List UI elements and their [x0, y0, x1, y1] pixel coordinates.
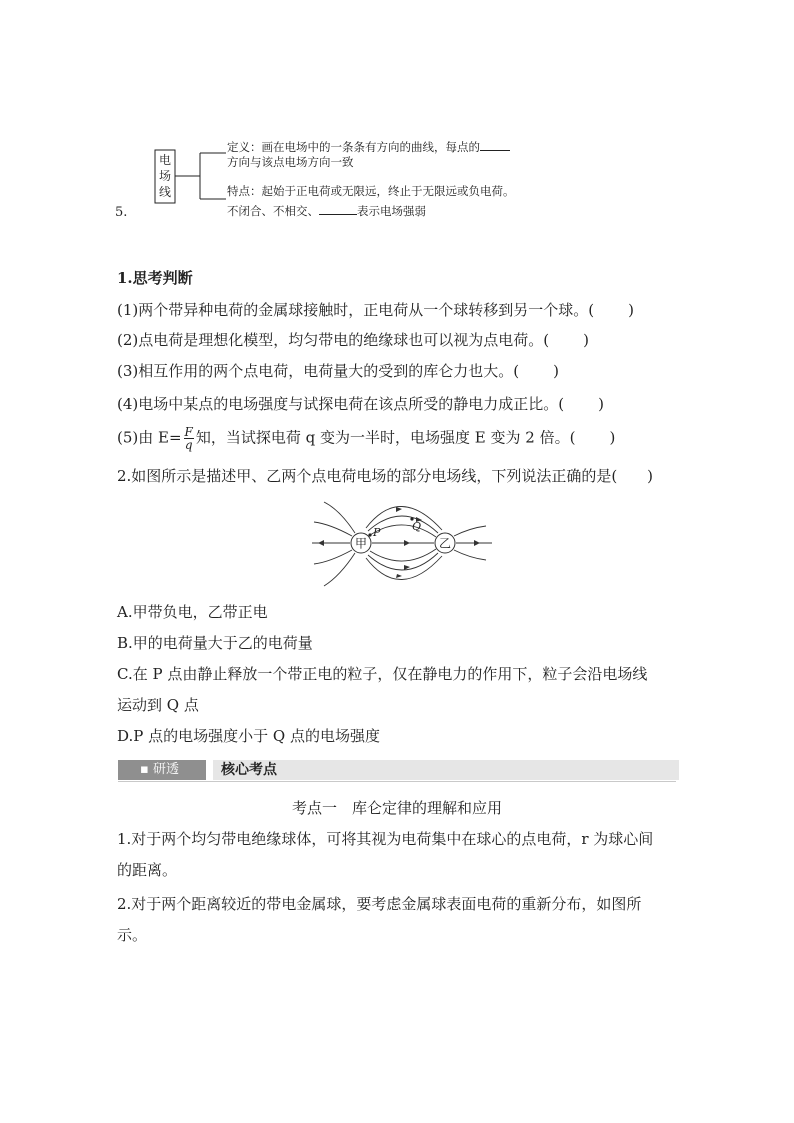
- mindmap-number: 5.: [115, 205, 128, 220]
- option-c-line-1: C.在 P 点由静止释放一个带正电的粒子，仅在静电力的作用下，粒子会沿电场线: [117, 665, 648, 683]
- mindmap-label: 电场线: [158, 153, 171, 199]
- field-lines-figure: [300, 492, 500, 596]
- definition-line-1: 定义：画在电场中的一条条有方向的曲线，每点的: [227, 138, 510, 154]
- judgment-item-5: (5)由 E= $\frac{F}{q}$ 知，当试探电荷 q 变为一半时，电场强度 E 变为 2 倍。( ): [117, 425, 616, 452]
- topic-paragraph-2-line-2: 示。: [117, 926, 148, 944]
- banner-underline: [118, 781, 676, 782]
- feature-line-2: 不闭合、不相交、 表示电场强弱: [227, 204, 426, 218]
- option-c-line-2: 运动到 Q 点: [117, 696, 199, 714]
- question-2-stem: 2.如图所示是描述甲、乙两个点电荷电场的部分电场线，下列说法正确的是( ): [117, 467, 654, 485]
- banner-title: 核心考点: [221, 762, 277, 778]
- point-p-label: P: [373, 526, 381, 539]
- topic-paragraph-1-line-2: 的距离。: [117, 861, 178, 879]
- topic-title: 考点一 库仑定律的理解和应用: [291, 799, 502, 817]
- option-a: A.甲带负电，乙带正电: [117, 603, 268, 621]
- option-b: B.甲的电荷量大于乙的电荷量: [117, 634, 313, 652]
- banner-tag: ▪ 研透: [118, 760, 206, 780]
- section-banner: [118, 760, 676, 780]
- judgment-item-2: (2)点电荷是理想化模型，均匀带电的绝缘球也可以视为点电荷。( ): [117, 331, 589, 349]
- feature-line-1: 特点：起始于正电荷或无限远，终止于无限远或负电荷。: [227, 184, 515, 198]
- definition-line-2: 方向与该点电场方向一致: [227, 155, 354, 169]
- point-p-dot: [368, 533, 371, 536]
- fraction-f-over-q: $\frac{F}{q}$: [184, 425, 193, 452]
- charge-jia-label: 甲: [354, 536, 368, 551]
- point-q-label: Q: [412, 520, 422, 533]
- section-heading-judgment: 1.思考判断: [117, 269, 193, 287]
- topic-paragraph-2-line-1: 2.对于两个距离较近的带电金属球，要考虑金属球表面电荷的重新分布，如图所: [117, 895, 642, 913]
- judgment-item-4: (4)电场中某点的电场强度与试探电荷在该点所受的静电力成正比。( ): [117, 395, 604, 413]
- judgment-item-1: (1)两个带异种电荷的金属球接触时，正电荷从一个球转移到另一个球。( ): [117, 301, 634, 319]
- charge-yi-label: 乙: [438, 536, 452, 551]
- mindmap: [110, 130, 570, 225]
- topic-paragraph-1-line-1: 1.对于两个均匀带电绝缘球体，可将其视为电荷集中在球心的点电荷，r 为球心间: [117, 830, 654, 848]
- option-d: D.P 点的电场强度小于 Q 点的电场强度: [117, 727, 380, 745]
- judgment-item-3: (3)相互作用的两个点电荷，电荷量大的受到的库仑力也大。( ): [117, 362, 559, 380]
- banner-title-box: [210, 760, 679, 780]
